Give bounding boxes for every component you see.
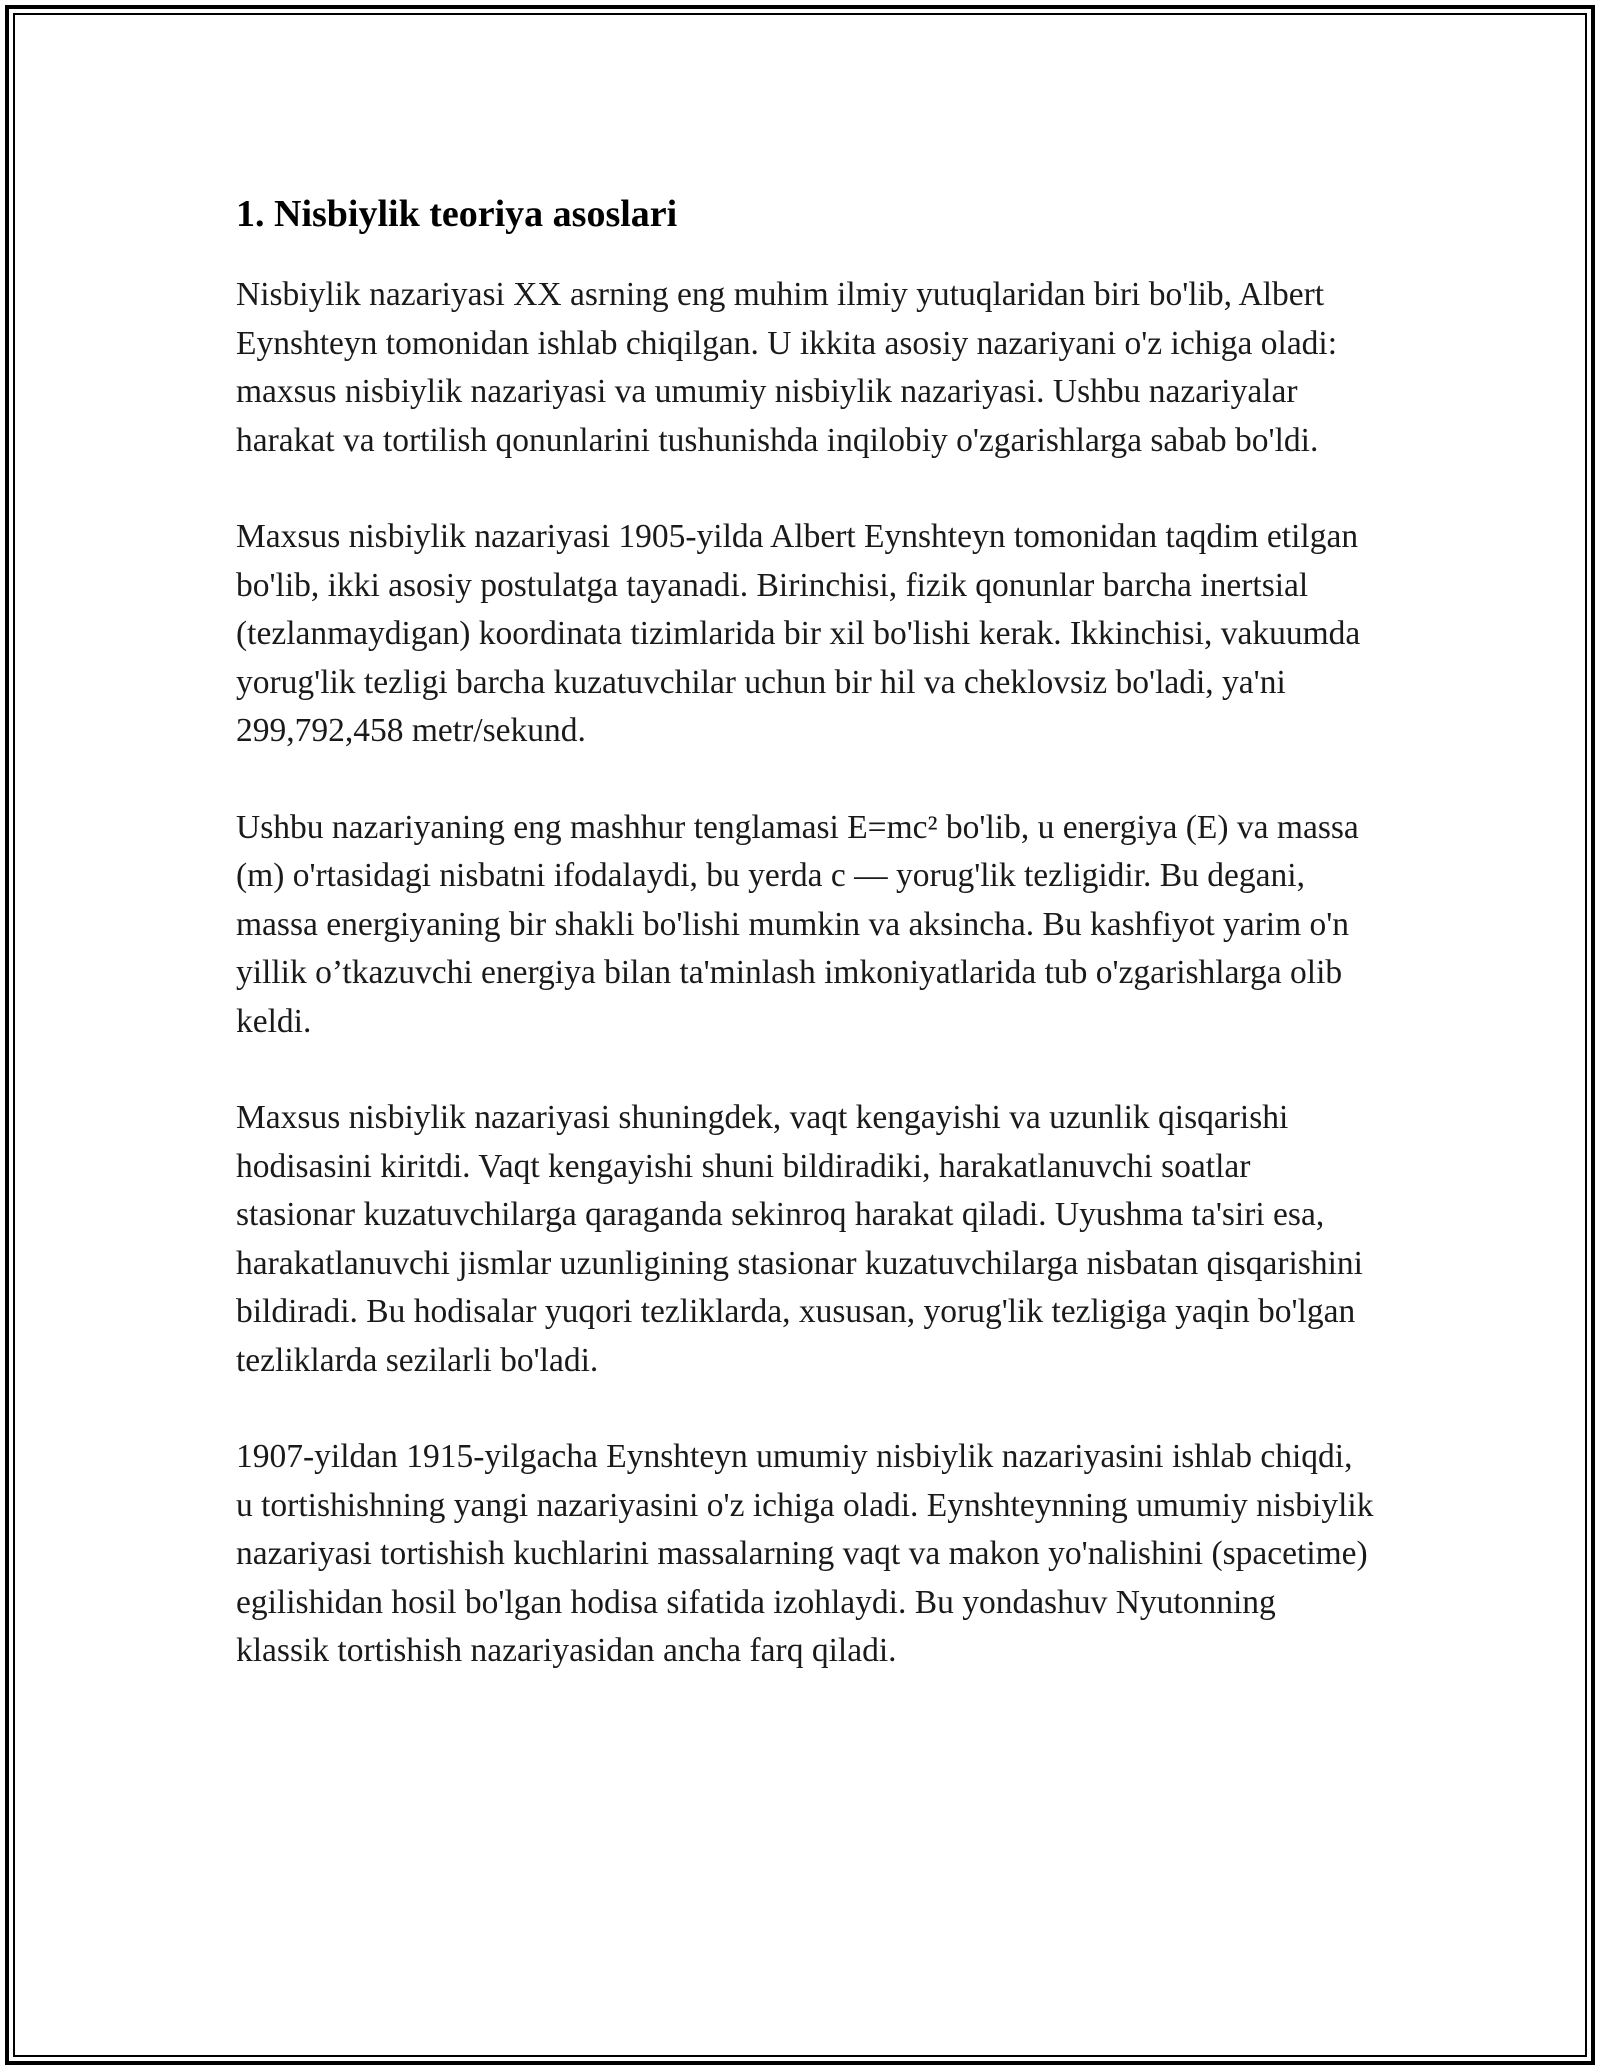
section-heading: 1. Nisbiylik teoriya asoslari	[236, 193, 678, 235]
paragraph-mass-energy-equivalence: Ushbu nazariyaning eng mashhur tenglamasi E=mc² bo'lib, u energiya (E) va massa (m) o'rtasidagi nisbatni ifodalaydi, bu yerda c — yorug'lik tezligidir. Bu degani, massa energiyaning bir shakli bo'lishi mumkin va aksincha. Bu kashfiyot yarim o'n yillik o’tkazuvchi energiya bilan ta'minlash imkoniyatlarida tub o'zgarishlarga olib keldi.	[236, 808, 1359, 1040]
paragraph-special-relativity-postulates: Maxsus nisbiylik nazariyasi 1905-yilda Albert Eynshteyn tomonidan taqdim etilgan bo'lib, ikki asosiy postulatga tayanadi. Birinchisi, fizik qonunlar barcha inertsial (tezlanmaydigan) koordinata tizimlarida bir xil bo'lishi kerak. Ikkinchisi, vakuumda yorug'lik tezligi barcha kuzatuvchilar uchun bir hil va cheklovsiz bo'ladi, ya'ni 299,792,458 metr/sekund.	[236, 518, 1361, 749]
document-body	[236, 186, 1376, 1724]
paragraph-general-relativity: 1907-yildan 1915-yilgacha Eynshteyn umumiy nisbiylik nazariyasini ishlab chiqdi, u tortishishning yangi nazariyasini o'z ichiga oladi. Eynshteynning umumiy nisbiylik nazariyasi tortishish kuchlarini massalarning vaqt va makon yo'nalishini (spacetime) egilishidan hosil bo'lgan hodisa sifatida izohlaydi. Bu yondashuv Nyutonning klassik tortishish nazariyasidan ancha farq qiladi.	[236, 1438, 1374, 1669]
paragraph-introduction: Nisbiylik nazariyasi XX asrning eng muhim ilmiy yutuqlaridan biri bo'lib, Albert Eynshteyn tomonidan ishlab chiqilgan. U ikkita asosiy nazariyani o'z ichiga oladi: maxsus nisbiylik nazariyasi va umumiy nisbiylik nazariyasi. Ushbu nazariyalar harakat va tortilish qonunlarini tushunishda inqilobiy o'zgarishlarga sabab bo'ldi.	[236, 276, 1338, 459]
paragraph-time-dilation-length-contraction: Maxsus nisbiylik nazariyasi shuningdek, vaqt kengayishi va uzunlik qisqarishi hodisasini kiritdi. Vaqt kengayishi shuni bildiradiki, harakatlanuvchi soatlar stasionar kuzatuvchilarga qaraganda sekinroq harakat qiladi. Uyushma ta'siri esa, harakatlanuvchi jismlar uzunligining stasionar kuzatuvchilarga nisbatan qisqarishini bildiradi. Bu hodisalar yuqori tezliklarda, xususan, yorug'lik tezligiga yaqin bo'lgan tezliklarda sezilarli bo'ladi.	[236, 1099, 1363, 1379]
